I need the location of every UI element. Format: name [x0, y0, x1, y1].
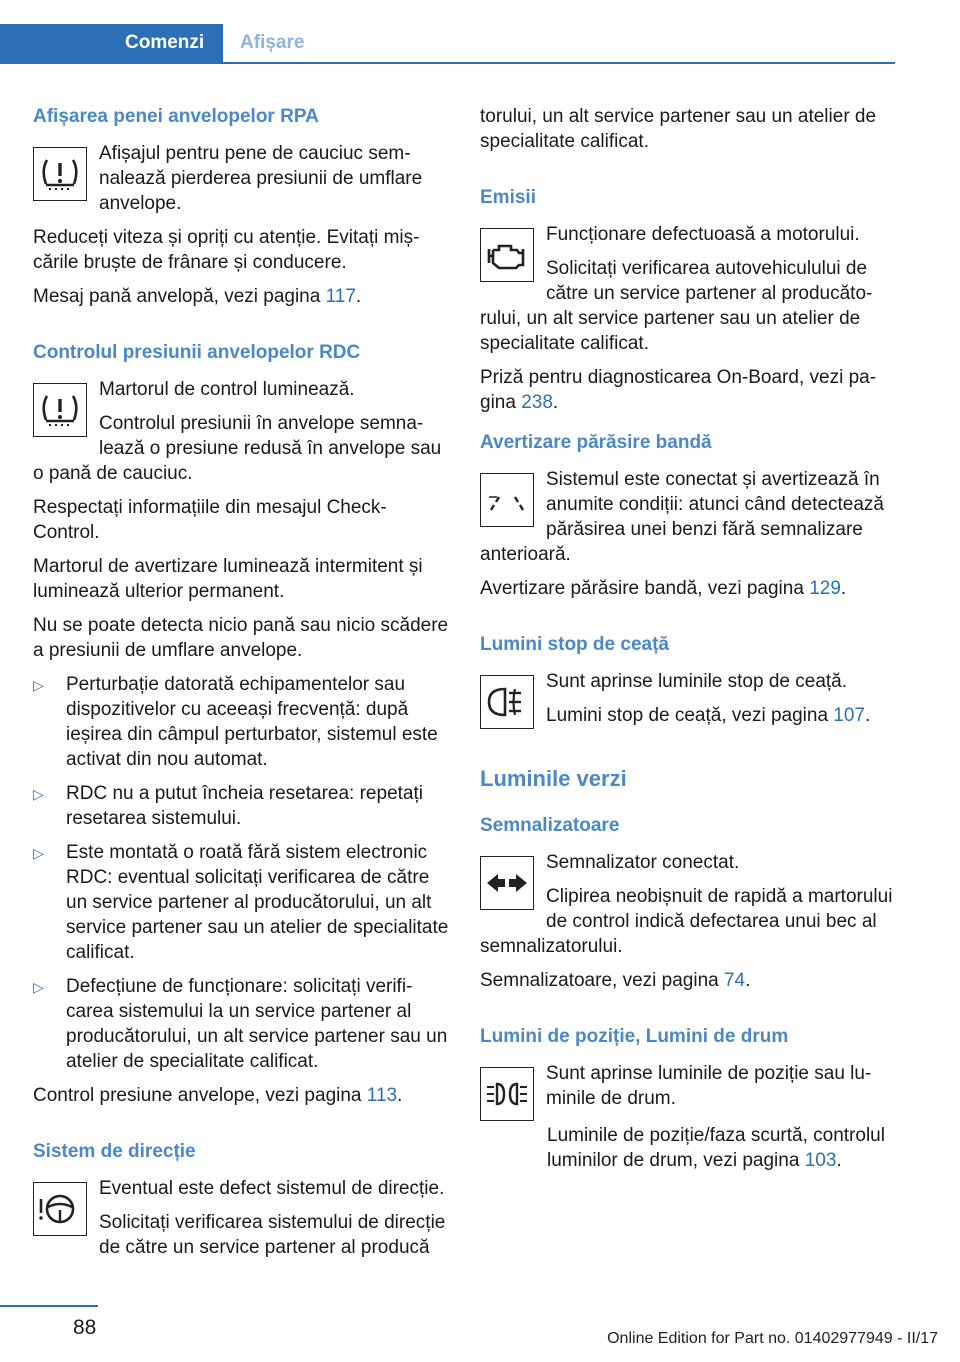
rpa-block [33, 141, 451, 225]
emissions-intro-1: Funcționare defectuoasă a motorului. [546, 224, 860, 245]
tab-afisare[interactable]: Afișare [240, 32, 305, 53]
steering-intro-2: Solicitați verificarea sistemului de direcție de către un service partener al producă [99, 1212, 446, 1258]
page-number: 88 [73, 1316, 97, 1339]
steering-intro-1: Eventual este defect sistemul de direcție. [99, 1178, 445, 1199]
rdc-intro-1: Martorul de control luminează. [99, 379, 355, 400]
tire-pressure-warning-icon [33, 147, 87, 201]
chapter-tab-bar [0, 24, 895, 64]
rdc-text-1: Respectați informațiile din mesajul Check-Control. [33, 497, 387, 543]
rdc-text-3: Nu se poate detecta nicio pană sau nicio scădere a presiunii de umflare anvelope. [33, 615, 449, 661]
turn-block [480, 850, 895, 968]
rear-fog-light-icon [480, 675, 534, 729]
fog-block [480, 669, 895, 737]
triangle-bullet-icon: ▷ [33, 979, 44, 995]
triangle-bullet-icon: ▷ [33, 845, 44, 861]
right-column [480, 104, 895, 1182]
position-block [480, 1061, 895, 1123]
emissions-reference: Priză pentru diagnosticarea On-Board, vezi pagina 238. [480, 367, 877, 413]
rpa-text: Reduceți viteza și opriți cu atenție. Evitați mișcările bruște de frânare și conducere. [33, 227, 420, 273]
turn-signal-arrows-icon [480, 856, 534, 910]
page-link-113[interactable]: 113 [366, 1085, 398, 1106]
page-link-103[interactable]: 103 [804, 1150, 837, 1171]
lane-block [480, 467, 895, 576]
lane-departure-icon [480, 473, 534, 527]
page-link-74[interactable]: 74 [723, 970, 746, 991]
list-item: ▷ Perturbație datorată echipamentelor sau dispozitivelor cu aceeași frecvență: după ieșirea din câmpul perturbator, sistemul este activat din nou automat. [33, 674, 438, 770]
tab-comenzi[interactable]: Comenzi [0, 24, 223, 62]
tire-pressure-control-icon [33, 383, 87, 437]
position-lights-icon [480, 1067, 534, 1121]
footer-rule [0, 1305, 98, 1307]
turn-reference: Semnalizatoare, vezi pagina 74. [480, 970, 751, 991]
page-link-129[interactable]: 129 [809, 578, 841, 599]
page-link-238[interactable]: 238 [521, 392, 553, 413]
steering-wheel-warning-icon [33, 1182, 87, 1236]
heading-rdc: Controlul presiunii anvelopelor RDC [33, 342, 361, 363]
fog-intro: Sunt aprinse luminile stop de ceață. [546, 671, 848, 692]
fog-reference: Lumini stop de ceață, vezi pagina 107. [546, 705, 871, 726]
position-reference: Luminile de poziție/faza scurtă, controlul luminilor de drum, vezi pagina 103. [547, 1125, 885, 1171]
emissions-block [480, 222, 895, 365]
lane-reference: Avertizare părăsire bandă, vezi pagina 129. [480, 578, 847, 599]
rpa-reference: Mesaj pană anvelopă, vezi pagina 117. [33, 286, 362, 307]
heading-turn-signals: Semnalizatoare [480, 815, 620, 836]
lane-intro: Sistemul este conectat și avertizează în anumite condiții: atunci când detectează părăsirea unei benzi fără semnalizare anterioară. [480, 469, 884, 565]
page-link-107[interactable]: 107 [833, 705, 865, 726]
list-item: ▷ Este montată o roată fără sistem electronic RDC: eventual solicitați verificarea de către un service partener al producătorului, un alt service partener sau un atelier de specialitate calificat. [33, 842, 449, 963]
continued-text: torului, un alt service partener sau un atelier de specialitate calificat. [480, 106, 877, 152]
triangle-bullet-icon: ▷ [33, 677, 44, 693]
heading-green-lights: Luminile verzi [480, 766, 627, 791]
rdc-text-2: Martorul de avertizare luminează intermitent și luminează ulterior permanent. [33, 556, 423, 602]
heading-lane-departure: Avertizare părăsire bandă [480, 432, 712, 453]
emissions-intro-2: Solicitați verificarea autovehiculului de către un service partener al producătorului, un alt service partener sau un atelier de specialitate calificat. [480, 258, 873, 354]
list-item: ▷ RDC nu a putut încheia resetarea: repetați resetarea sistemului. [33, 783, 423, 829]
heading-rpa: Afișarea penei anvelopelor RPA [33, 106, 319, 127]
edition-note: Online Edition for Part no. 01402977949 - II/17 [607, 1330, 938, 1347]
turn-intro-1: Semnalizator conectat. [546, 852, 740, 873]
heading-position-lights: Lumini de poziție, Lumini de drum [480, 1026, 789, 1047]
rdc-intro-2: Controlul presiunii în anvelope semnalează o presiune redusă în anvelope sau o pană de cauciuc. [33, 413, 442, 484]
rdc-reference: Control presiune anvelope, vezi pagina 113. [33, 1085, 403, 1106]
heading-steering: Sistem de direcție [33, 1141, 196, 1162]
heading-fog-lights: Lumini stop de ceață [480, 634, 669, 655]
turn-intro-2: Clipirea neobișnuit de rapidă a martorului de control indică defectarea unui bec al semnalizatorului. [480, 886, 893, 957]
left-column [33, 104, 451, 1269]
heading-emissions: Emisii [480, 187, 536, 208]
list-item: ▷ Defecțiune de funcționare: solicitați verificarea sistemului la un service partener al producătorului, un alt service partener sau un atelier de specialitate calificat. [33, 976, 448, 1072]
rdc-block [33, 377, 451, 495]
triangle-bullet-icon: ▷ [33, 786, 44, 802]
position-intro-1: Sunt aprinse luminile de poziție sau luminile de drum. [546, 1063, 872, 1109]
engine-check-icon [480, 228, 534, 282]
rpa-intro: Afișajul pentru pene de cauciuc semnalează pierderea presiunii de umflare anvelope. [99, 143, 423, 214]
steering-block [33, 1176, 451, 1269]
page-link-117[interactable]: 117 [325, 286, 356, 307]
